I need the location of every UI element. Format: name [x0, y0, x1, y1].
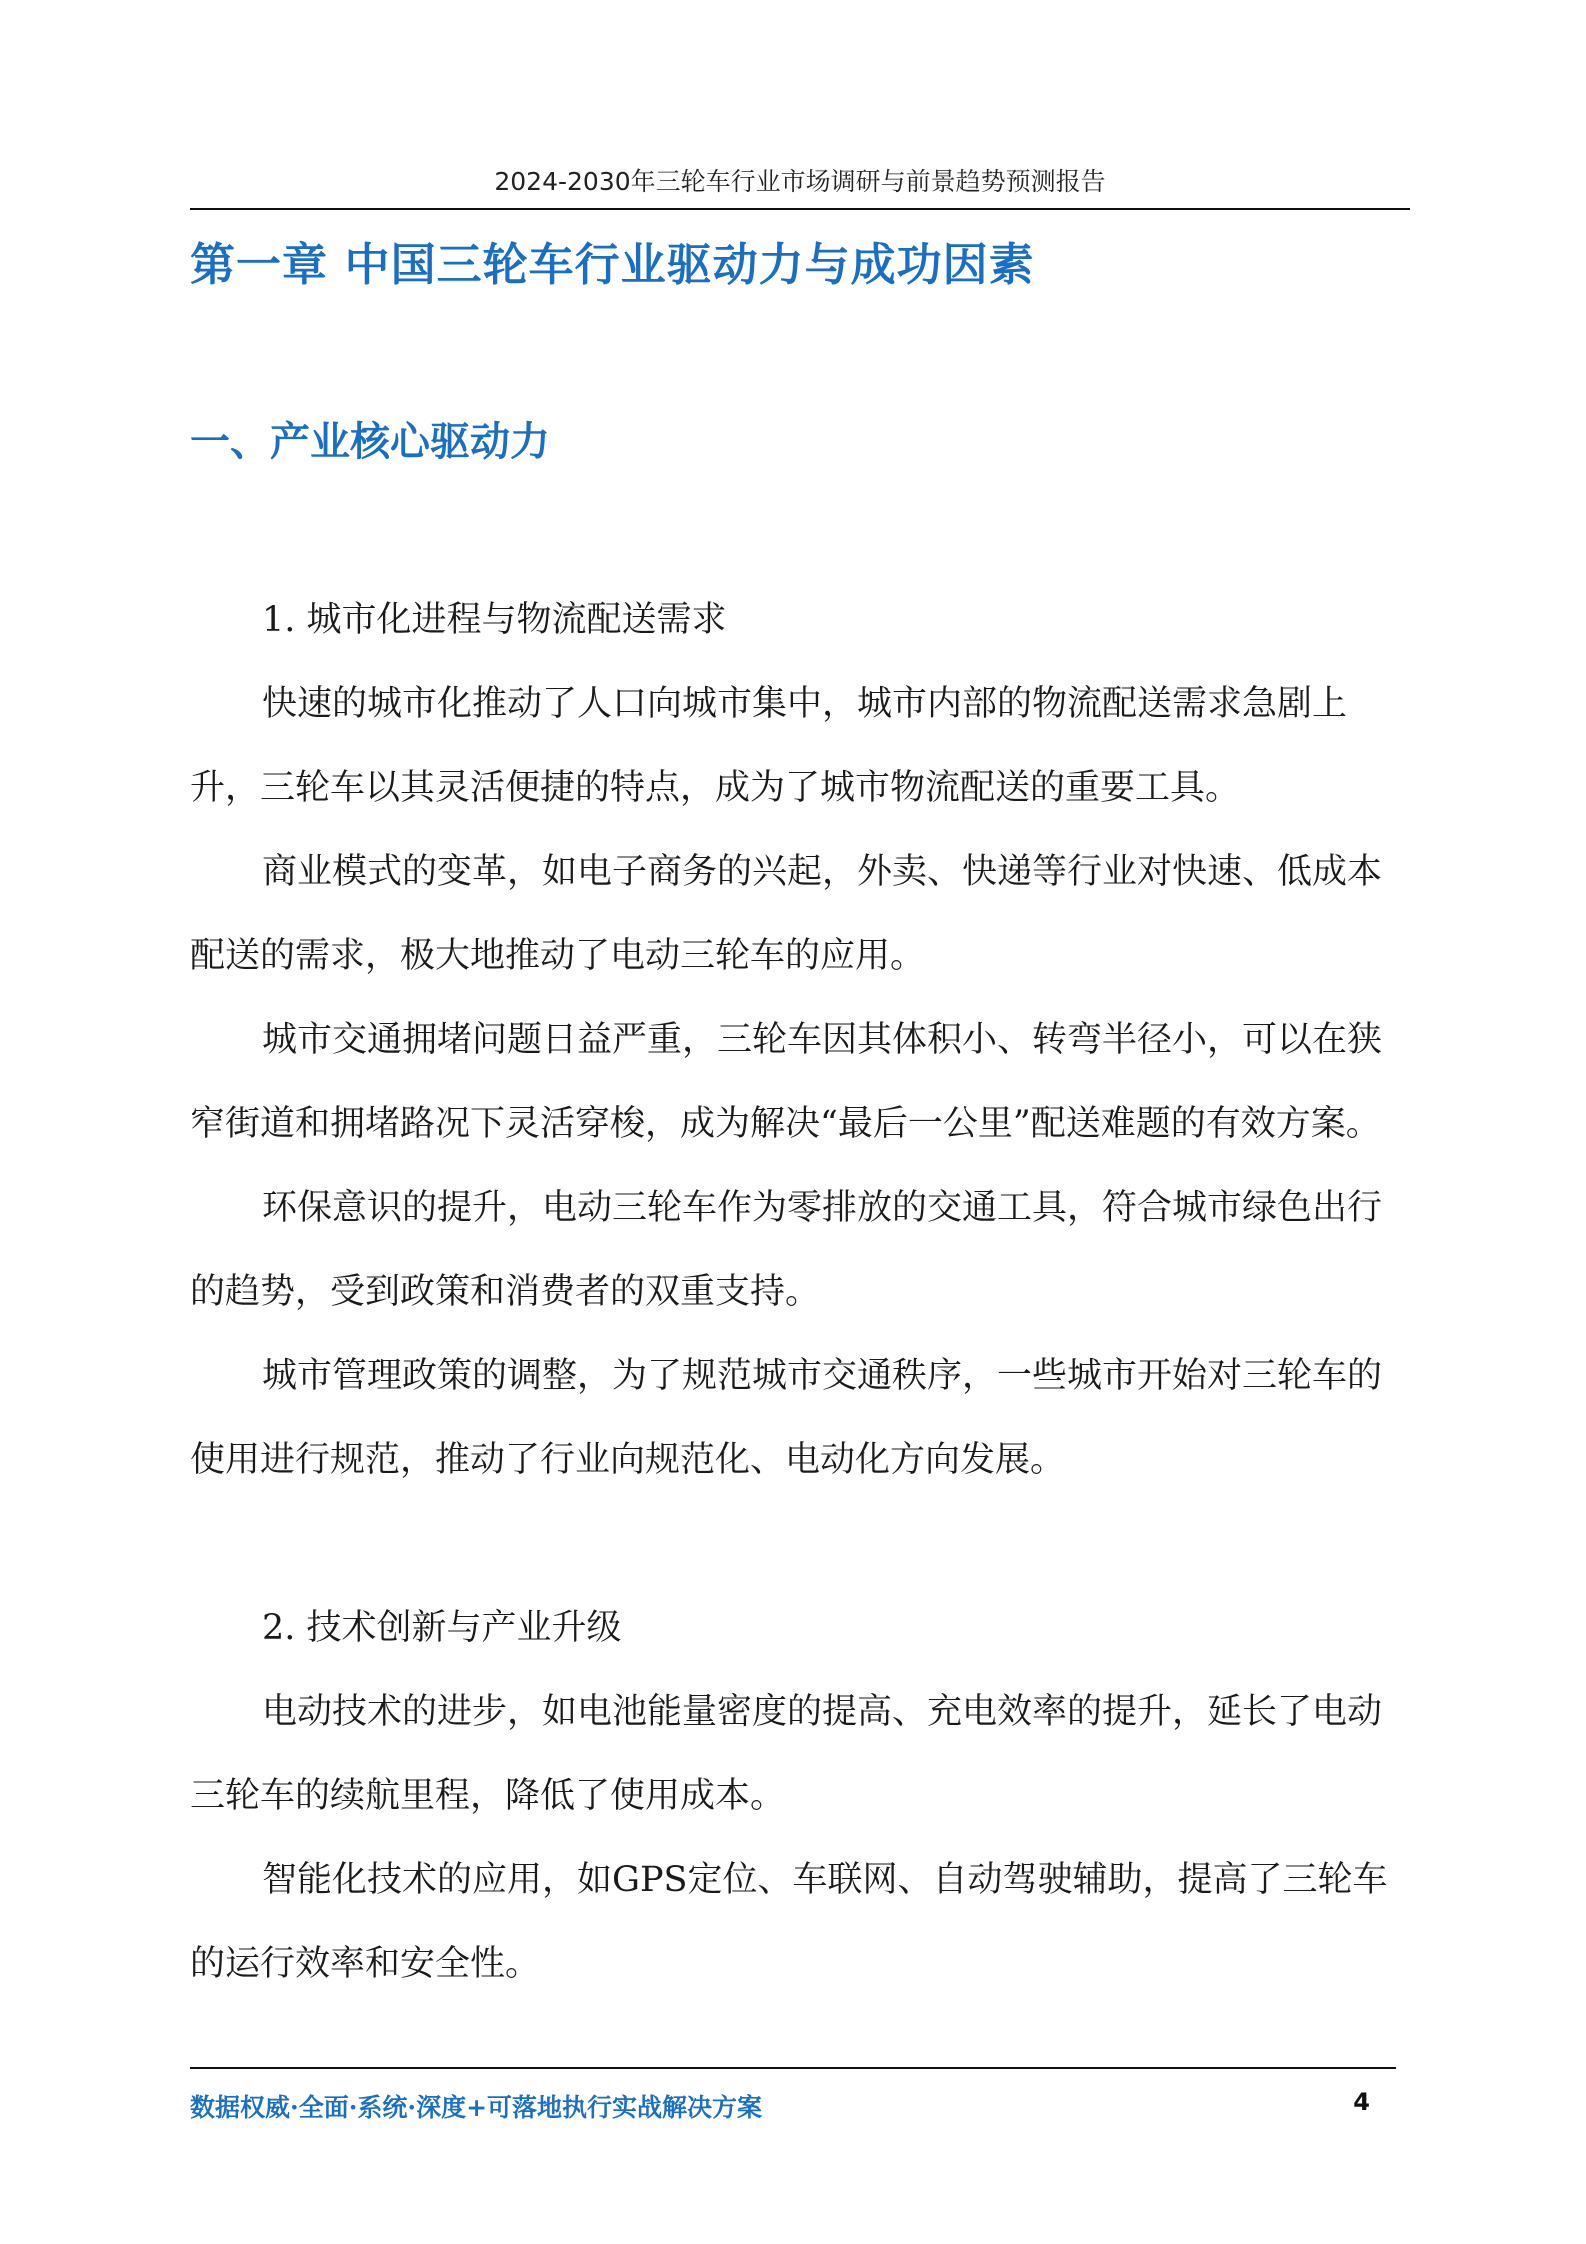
subsection-heading-2: 2. 技术创新与产业升级 [262, 1608, 622, 1648]
paragraph: 电动技术的进步，如电池能量密度的提高、充电效率的提升，延长了电动三轮车的续航里程，降低了使用成本。 [190, 1692, 1383, 1816]
body-content [190, 578, 1390, 2006]
paragraph: 环保意识的提升，电动三轮车作为零排放的交通工具，符合城市绿色出行的趋势，受到政策和消费者的双重支持。 [190, 1188, 1383, 1312]
section-title: 一、产业核心驱动力 [190, 419, 550, 465]
chapter-title: 第一章 中国三轮车行业驱动力与成功因素 [190, 238, 1035, 291]
subsection-heading-1: 1. 城市化进程与物流配送需求 [262, 600, 727, 640]
header-divider [190, 208, 1410, 210]
paragraph: 城市管理政策的调整，为了规范城市交通秩序，一些城市开始对三轮车的使用进行规范，推动了行业向规范化、电动化方向发展。 [190, 1356, 1383, 1480]
paragraph: 智能化技术的应用，如GPS定位、车联网、自动驾驶辅助，提高了三轮车的运行效率和安全性。 [190, 1860, 1388, 1984]
paragraph: 城市交通拥堵问题日益严重，三轮车因其体积小、转弯半径小，可以在狭窄街道和拥堵路况下灵活穿梭，成为解决“最后一公里”配送难题的有效方案。 [190, 1020, 1383, 1144]
page-number: 4 [1353, 2088, 1370, 2116]
running-header-title: 2024-2030年三轮车行业市场调研与前景趋势预测报告 [494, 167, 1106, 196]
footer-slogan: 数据权威·全面·系统·深度+可落地执行实战解决方案 [190, 2093, 763, 2122]
section-spacer [190, 1502, 1390, 1586]
paragraph: 快速的城市化推动了人口向城市集中，城市内部的物流配送需求急剧上升，三轮车以其灵活便捷的特点，成为了城市物流配送的重要工具。 [190, 684, 1348, 808]
footer-divider [190, 2067, 1396, 2069]
paragraph: 商业模式的变革，如电子商务的兴起，外卖、快递等行业对快速、低成本配送的需求，极大地推动了电动三轮车的应用。 [190, 852, 1383, 976]
